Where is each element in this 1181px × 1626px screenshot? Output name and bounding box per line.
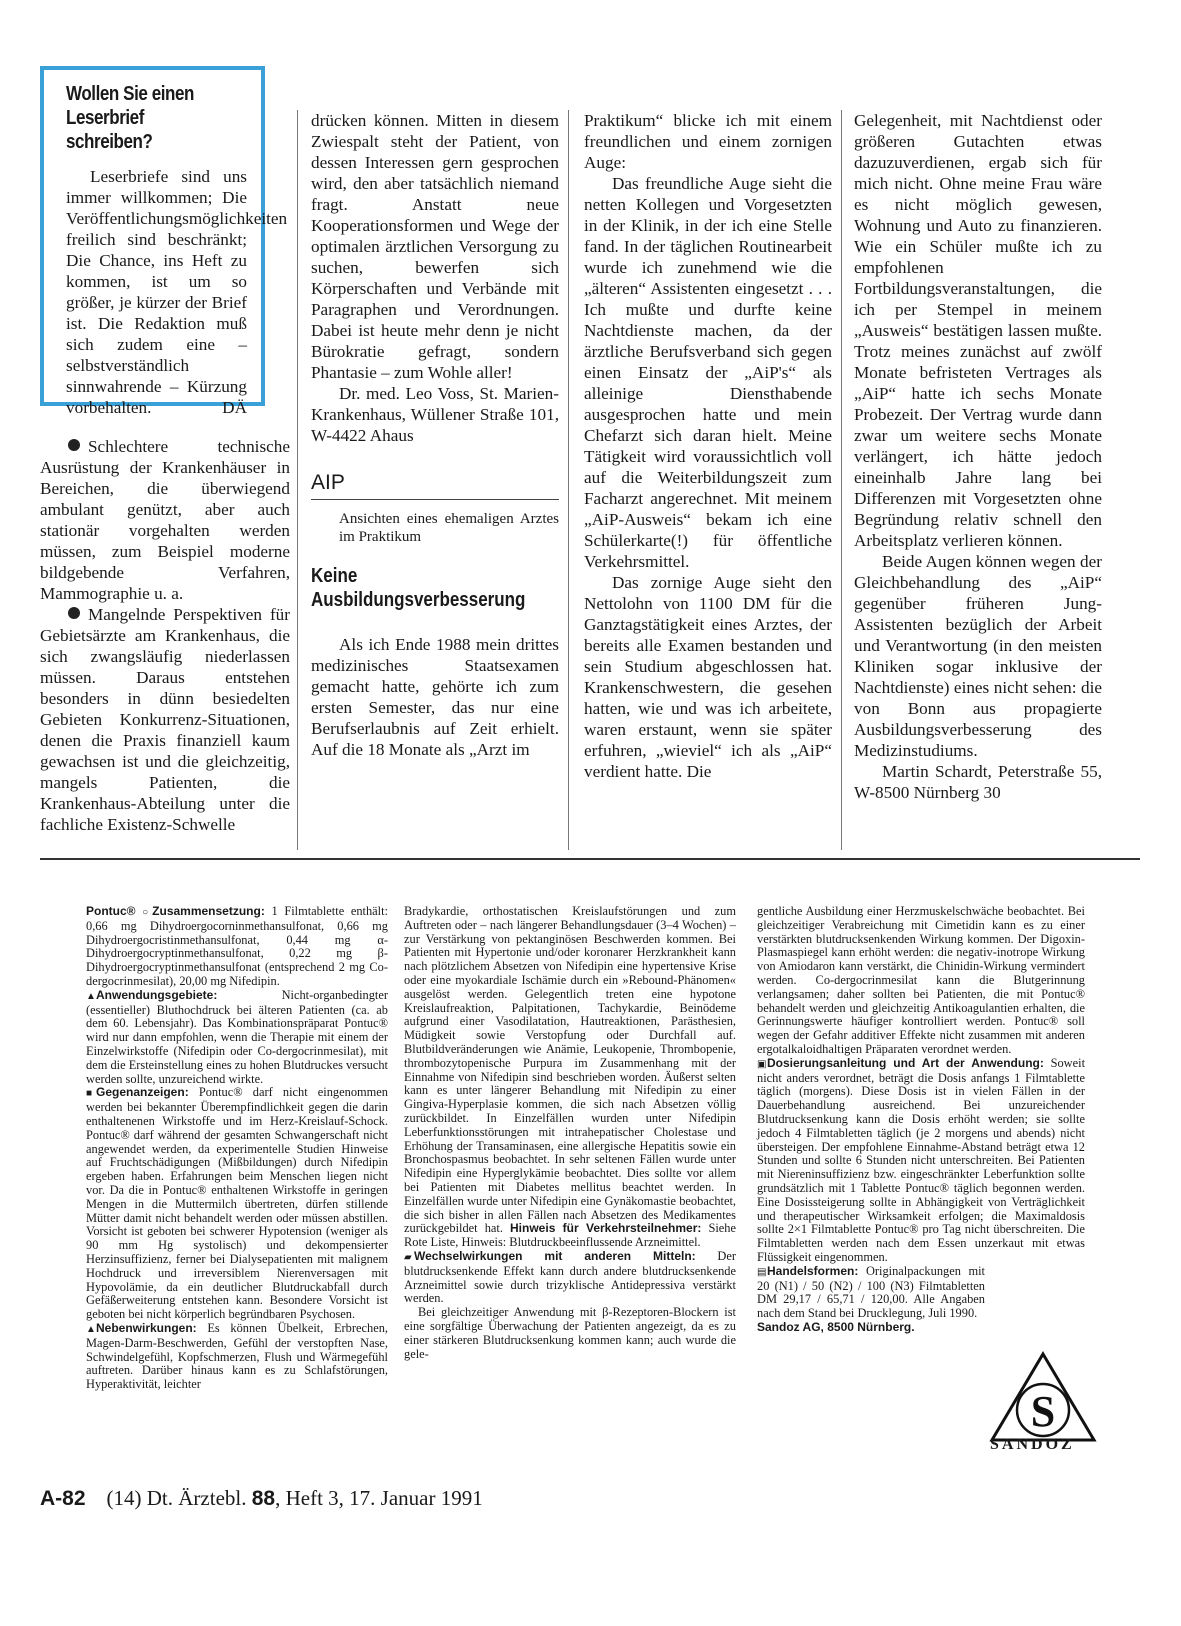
ad-paragraph [757, 1057, 1085, 1265]
ad-label: Nebenwirkungen: [96, 1320, 197, 1335]
ad-label: Dosierungsanleitung und Art der Anwendung: [767, 1055, 1044, 1070]
ad-text: Bradykardie, orthostatischen Kreislaufstörungen und zum Auftreten oder – nach längerer Behandlungsdauer (3–4 Wochen) – zur Verstärkung von pektanginösen Beschwerden kommen. Bei Patienten mit Hypertonie und/oder koronarer Herzkrankheit kann nach plötzlichem Absetzen von Nifedipin eine hypertensive Krise oder eine myokardiale Ischämie durch ein »Rebound-Phänomen« ausgelöst werden. Gelegentlich treten eine hypotone Kreislaufreaktion, Palpitationen, Tachykardie, Beinödeme aufgrund einer Vasodilatation, Hautreaktionen, Parästhesien, Müdigkeit sowie Verstopfung oder Durchfall auf. Blutbildveränderungen wie Anämie, Leukopenie, Thrombopenie, thrombozytopenische Purpura im Zusammenhang mit der Einnahme von Nifedipin sind beschrieben worden. Äußerst selten kann es unter längerer Behandlung mit Nifedipin zu einer Gingiva-Hyperplasie kommen, die sich nach Absetzen völlig zurückbildet. In Einzelfällen wurden unter Nifedipin Leberfunktionsstörungen mit intrahepatischer Cholestase und Erhöhung der Transaminasen, eine allergische Hepatitis sowie ein Bronchospasmus beobachtet. In sehr seltenen Fällen wurde unter Nifedipin eine Hyperglykämie beobachtet. Dies sollte vor allem bei Patienten mit Diabetes mellitus beachtet werden. In Einzelfällen wurde unter Nifedipin eine Gynäkomastie beobachtet, die sich bisher in allen Fällen nach Absetzen des Medikamentes zurückgebildet hat. [404, 904, 736, 1236]
indication-icon: ▲ [86, 990, 96, 1002]
letter-signature: Dr. med. Leo Voss, St. Marien-Krankenhaus, Wüllener Straße 101, W-4422 Ahaus [311, 384, 559, 445]
paragraph: Gelegenheit, mit Nachtdienst oder größeren Gutachten etwas dazuzuverdienen, ergab sich für mich nicht. Ohne meine Frau wäre es nicht möglich gewesen, Wohnung und Auto zu finanzieren. Wie ein Schüler mußte ich zu empfohlenen Fortbildungsveranstaltungen, die ich per Stempel in meinem „Ausweis“ bestätigen lassen mußte. Trotz meines zunächst auf zwölf Monate befristeten Vertrages als „AiP“ hatte ich sechs Monate Probezeit. Der Vertrag wurde dann zwar um weitere sechs Monate verlängert, ich hätte jedoch eineinhalb Jahre lang bei Differenzen mit Vorgesetzten ohne Begründung relativ schnell den Arbeitsplatz verlieren können. [854, 111, 1102, 550]
composition-icon: ○ [142, 907, 149, 918]
paragraph: Als ich Ende 1988 mein drittes medizinisches Staatsexamen gemacht hatte, gehörte ich zum ersten Semester, das nur eine Berufserlaubnis auf Zeit erhielt. Auf die 18 Monate als „Arzt im [311, 635, 559, 759]
ad-paragraph [757, 1321, 1085, 1335]
bullet-icon [68, 607, 80, 619]
letter-signature: Martin Schardt, Peterstraße 55, W-8500 Nürnberg 30 [854, 762, 1102, 802]
ad-text: Originalpackungen mit 20 (N1) / 50 (N2) / 100 (N3) Filmtabletten DM 29,17 / 65,71 / 120,00. Alle Angaben nach dem Stand bei Drucklegung, Juli 1990. [757, 1263, 985, 1321]
bullet-text: Schlechtere technische Ausrüstung der Krankenhäuser in Bereichen, die überwiegend ambulant genützt, aber auch stationär vorgehalten werden müssen, zum Beispiel moderne bildgebende Verfahren, Mammographie u. a. [40, 437, 290, 603]
ad-text: Soweit nicht anders verordnet, beträgt die Dosis anfangs 1 Filmtablette täglich (morgens). Diese Dosis ist in vielen Fällen in der Dauerbehandlung ausreichend. Bei unzureichender Blutdrucksenkung kann die Dosis erhöht werden; sie sollte jedoch 4 Filmtabletten täglich (je 2 morgens und abends) nicht übersteigen. Der empfohlene Einnahme-Abstand beträgt etwa 12 Stunden und sollte 6 Stunden nicht unterschreiten. Bei Patienten mit Niereninsuffizienz bzw. eingeschränkter Leberfunktion sollte grundsätzlich mit 1 Tablette Pontuc® täglich begonnen werden. Eine Dosissteigerung sollte in Abhängigkeit von Verträglichkeit und therapeutischer Wirksamkeit erfolgen; die Maximaldosis sollte 2×1 Filmtablette Pontuc® pro Tag nicht überschreiten. Die Filmtabletten werden nach dem Essen unzerkaut mit etwas Flüssigkeit eingenommen. [757, 1055, 1086, 1264]
ad-label: Hinweis für Verkehrsteilnehmer: [510, 1221, 702, 1236]
bullet-item [40, 436, 290, 604]
ad-separator [40, 858, 1140, 860]
ad-label: Zusammensetzung: [152, 904, 265, 918]
column-3 [584, 110, 832, 782]
paragraph: Beide Augen können wegen der Gleichbehandlung des „AiP“ gegenüber früheren Jung-Assistenten bezüglich der Arbeit und Verantwortung (in den meisten Kliniken sogar inklusive der Nachtdienste) eines nicht sehen: die von Bonn aus propagierte Ausbildungsverbesserung des Medizinstudiums. [854, 552, 1102, 760]
ad-text: 1 Filmtablette enthält: 0,66 mg Dihydroergocorninmethansulfonat, 0,66 mg Dihydroergocristinmethansulfonat, 0,44 mg α-Dihydroergocryptinmethansulfonat, 0,22 mg β-Dihydroergocryptinmethansulfonat (entsprechend 2 mg Co-dergocrinmesilat), 20,00 mg Nifedipin. [86, 904, 388, 988]
article-headline: Keine Ausbildungsverbesserung [311, 565, 526, 611]
column-1 [40, 436, 290, 835]
bullet-text: Mangelnde Perspektiven für Gebietsärzte am Krankenhaus, die sich zwangsläufig niederlassen müssen. Daraus entstehen besonders in dünn besiedelten Gebieten Konkurrenz-Situationen, denen die Praxis finanziell kaum gewachsen ist und die gleichzeitig, mangels Patienten, die Krankenhaus-Abteilung unter die fachliche Existenz-Schwelle [40, 605, 290, 834]
ad-label: Gegenanzeigen: [96, 1085, 189, 1100]
letters-info-box [40, 66, 288, 417]
ad-text: Der blutdrucksenkende Effekt kann durch andere blutdrucksenkende Arzneimittel sowie durch trizyklische Antidepressiva verstärkt werden. [404, 1248, 736, 1306]
paragraph: drücken können. Mitten in diesem Zwiespalt steht der Patient, von dessen Interessen gern gesprochen wird, den aber tatsächlich niemand fragt. Anstatt neue Kooperationsformen und Wege der optimalen ärztlichen Versorgung zu suchen, bewerfen sich Körperschaften und Verbände mit Paragraphen und Verordnungen. Dabei ist heute mehr denn je nicht Bürokratie gefragt, sondern Phantasie – zum Wohle aller! [311, 111, 559, 382]
sandoz-wordmark: SANDOZ [990, 1436, 1075, 1453]
ad-paragraph [404, 905, 736, 1250]
ad-paragraph [86, 905, 388, 989]
ad-text: Es können Übelkeit, Erbrechen, Magen-Darm-Beschwerden, Gefühl der verstopften Nase, Schwindelgefühl, Kopfschmerzen, Flush und Wärmegefühl auftreten. Darüber hinaus kann es zu Schlafstörungen, Hyperaktivität, leichter [86, 1320, 388, 1392]
interaction-icon: ▰ [404, 1251, 412, 1263]
product-name: Pontuc® [86, 904, 136, 918]
ad-paragraph [757, 1265, 985, 1321]
ad-paragraph: gentliche Ausbildung einer Herzmuskelschwäche beobachtet. Bei gleichzeitiger Verabreichung mit Cimetidin kann es zu einer verstärkten blutdrucksenkenden Wirkung kommen. Der Digoxin-Plasmaspiegel kann erhöht werden: die negativ-inotrope Wirkung von Amiodaron kann verstärkt, die Chinidin-Wirkung vermindert werden. Co-dergocrinmesilat kann die Blutgerinnung verlangsamen; daher sollten bei Patienten, die mit Pontuc® behandelt werden und gleichzeitig Antikoagulantien erhalten, die Gerinnungswerte häufiger kontrolliert werden. Pontuc® soll wegen der Gefahr additiver Effekte nicht zusammen mit anderen ergotalkaloidhaltigen Präparaten verordnet werden. [757, 904, 1085, 1056]
dosage-icon: ▣ [757, 1058, 767, 1070]
info-box-title: Wollen Sie einen Leserbrief schreiben? [66, 83, 194, 153]
page-number: A-82 [40, 1487, 86, 1510]
footer-volume: 88 [251, 1487, 276, 1510]
footer-issue: , Heft 3, 17. Januar 1991 [275, 1486, 483, 1510]
side-effects-icon: ▲ [86, 1323, 96, 1335]
ad-label: Anwendungsgebiete: [96, 987, 218, 1002]
footer-journal: (14) Dt. Ärztebl. [106, 1486, 252, 1510]
packaging-icon: ▤ [757, 1266, 767, 1278]
ad-paragraph [86, 1086, 388, 1322]
ad-paragraph [86, 1322, 388, 1392]
company-name: Sandoz AG, 8500 Nürnberg. [757, 1319, 915, 1334]
ad-column-2 [404, 905, 736, 1361]
contraindication-icon: ■ [86, 1088, 93, 1100]
section-divider [311, 499, 559, 500]
section-subtitle: Ansichten eines ehemaligen Arztes im Praktikum [339, 511, 559, 545]
ad-column-3 [757, 905, 1085, 1335]
ad-paragraph [86, 989, 388, 1087]
column-rule [841, 110, 842, 850]
ad-text: Siehe Rote Liste, Hinweis: Blutdruckbeeinflussende Arzneimittel. [404, 1221, 736, 1250]
ad-text: Pontuc® darf nicht eingenommen werden bei bekannter Überempfindlichkeit gegen die darin enthaltenenen Wirkstoffe und im Herz-Kreislauf-Schock. Pontuc® darf während der gesamten Schwangerschaft nicht angewendet werden, da experimentelle Studien Hinweise auf Fruchtschädigungen (Mißbildungen) durch Nifedipin ergeben haben. Erfahrungen beim Menschen liegen nicht vor. Da die in Pontuc® enthaltenen Wirkstoffe in geringen Mengen in die Muttermilch übertreten, dürfen stillende Mütter damit nicht behandelt werden oder müssen abstillen. Vorsicht ist geboten bei schwerer Hypotension (weniger als 90 mm Hg systolisch) und dekompensierter Herzinsuffizienz, ferner bei Dialysepatienten mit malignem Hochdruck und irreversiblem Nierenversagen mit Hypovolämie, da ein deutlicher Blutdruckabfall durch Gefäßerweiterung entstehen kann. Besondere Vorsicht ist geboten bei nicht körperlich begründbaren Psychosen. [86, 1085, 388, 1322]
info-box-signature: DÄ [222, 398, 247, 417]
paragraph: Das freundliche Auge sieht die netten Kollegen und Vorgesetzten in der Klinik, in der ich eine Stelle fand. In der täglichen Routinearbeit wurde ich zunehmend wie die „älteren“ Assistenten eingesetzt . . . Ich mußte und durfte keine Nachtdienste machen, da der ärztliche Berufsverband sich gegen einen Einsatz der „AiP's“ als alleinige Diensthabende ausgesprochen hatte und mein Chefarzt sich daran hielt. Meine Tätigkeit wird voraussichtlich voll auf die Weiterbildungszeit zum Facharzt angerechnet. Mit meinem „AiP-Ausweis“ bekam ich eine Schülerkarte(!) für öffentliche Verkehrsmittel. [584, 174, 832, 571]
info-box-body [66, 166, 288, 418]
section-title: AIP [311, 471, 345, 494]
logo-letter: S [1030, 1387, 1056, 1436]
ad-column-1 [86, 905, 388, 1392]
page-footer [40, 1486, 483, 1511]
paragraph: Praktikum“ blicke ich mit einem freundlichen und einem zornigen Auge: [584, 111, 832, 172]
bullet-item [40, 604, 290, 835]
sandoz-logo [988, 1350, 1098, 1450]
column-4 [854, 110, 1102, 803]
info-box-text: Leserbriefe sind uns immer willkommen; Die Veröffentlichungsmöglichkeiten freilich sind beschränkt; Die Chance, ins Heft zu kommen, ist um so größer, je kürzer der Brief ist. Die Redaktion muß sich zudem eine – selbstverständlich sinnwahrende – Kürzung vorbehalten. [66, 167, 288, 417]
column-2 [311, 110, 559, 760]
column-rule [297, 110, 298, 850]
ad-text: Nicht-organbedingter (essentieller) Bluthochdruck bei älteren Patienten (ca. ab dem 60. Lebensjahr). Das Kombinationspräparat Pontuc® wird nur dann empfohlen, wenn die Therapie mit einem der Einzelwirkstoffe (Nifedipin oder Co-dergocrinmesilat), mit dem die Ersteinstellung eines zu hohen Blutdruckes versucht werden sollte, unzureichend wirkte. [86, 987, 388, 1086]
ad-paragraph: Bei gleichzeitiger Anwendung mit β-Rezeptoren-Blockern ist eine sorgfältige Überwachung der Patienten angezeigt, da es zu einer stärkeren Blutdrucksenkung kommen kann; auch wurde die gele- [404, 1305, 736, 1361]
column-rule [568, 110, 569, 850]
ad-paragraph [404, 1250, 736, 1306]
ad-label: Handelsformen: [767, 1263, 859, 1278]
paragraph: Das zornige Auge sieht den Nettolohn von 1100 DM für die Ganztagstätigkeit eines Arztes, der bereits alle Examen bestanden und sein Studium abgeschlossen hat. Krankenschwestern, die gesehen hatten, wie und was ich arbeitete, waren erstaunt, wenn sie später erfuhren, „wieviel“ ich als „AiP“ verdient hatte. Die [584, 573, 832, 781]
bullet-icon [68, 439, 80, 451]
ad-label: Wechselwirkungen mit anderen Mitteln: [414, 1248, 696, 1263]
